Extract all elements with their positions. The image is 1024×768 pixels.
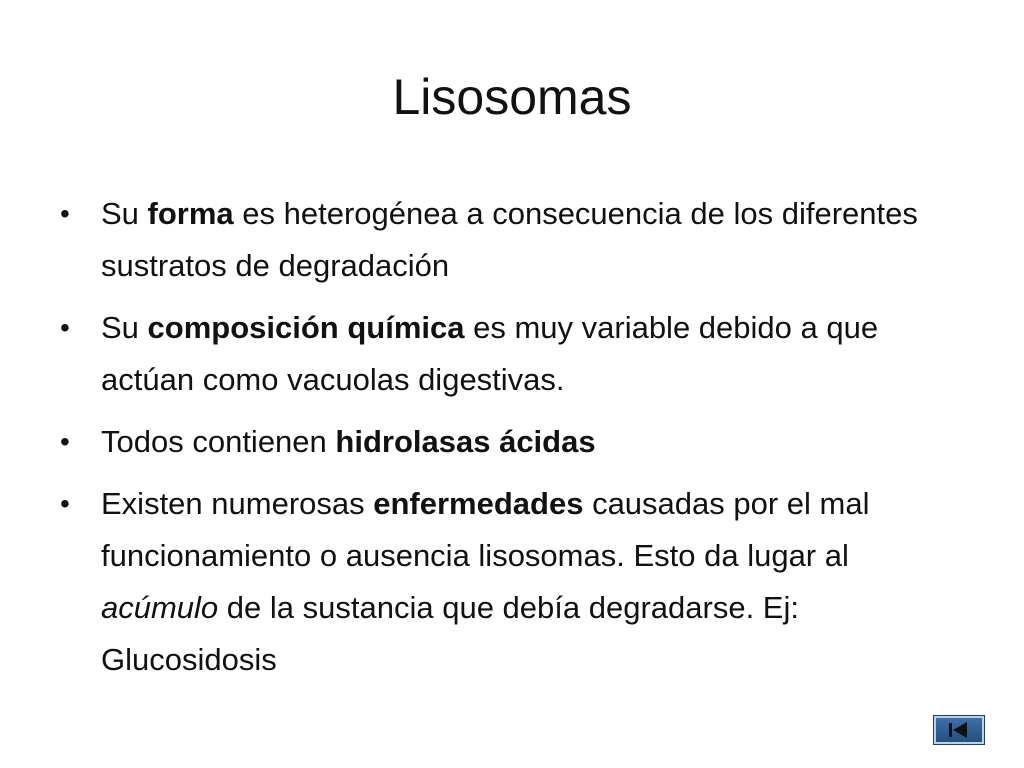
bullet-dot-icon: •: [60, 312, 70, 343]
bullet-text-middle: causadas por el mal funcionamiento o ausencia lisosomas. Esto da lugar al: [101, 486, 870, 573]
bullet-item-composition: [56, 302, 956, 406]
bullet-item-hydrolases: [56, 416, 956, 468]
bullet-bold-term: hidrolasas ácidas: [335, 424, 596, 459]
bullet-list: [56, 188, 956, 696]
bullet-text-end: de la sustancia que debía degradarse. Ej: Glucosidosis: [101, 590, 799, 677]
bullet-text-end: es muy variable debido a que actúan como vacuolas digestivas.: [101, 310, 879, 397]
bullet-text-start: Su: [101, 310, 148, 345]
bullet-bold-term: forma: [147, 196, 234, 231]
skip-back-icon: [936, 718, 982, 742]
bullet-text-start: Su: [101, 196, 148, 231]
bullet-item-form: [56, 188, 956, 292]
bullet-bold-term: composición química: [147, 310, 465, 345]
slide-title: Lisosomas: [392, 69, 632, 125]
bullet-item-diseases: [56, 478, 956, 686]
bullet-dot-icon: •: [60, 198, 70, 229]
bullet-dot-icon: •: [60, 488, 70, 519]
bullet-text-start: Todos contienen: [101, 424, 336, 459]
bullet-text-end: es heterogénea a consecuencia de los diferentes sustratos de degradación: [101, 196, 918, 283]
bullet-dot-icon: •: [60, 426, 70, 457]
bullet-bold-term: enfermedades: [373, 486, 584, 521]
bullet-text-start: Existen numerosas: [101, 486, 374, 521]
previous-slide-button[interactable]: [934, 716, 984, 744]
bullet-italic-term: acúmulo: [101, 590, 219, 625]
